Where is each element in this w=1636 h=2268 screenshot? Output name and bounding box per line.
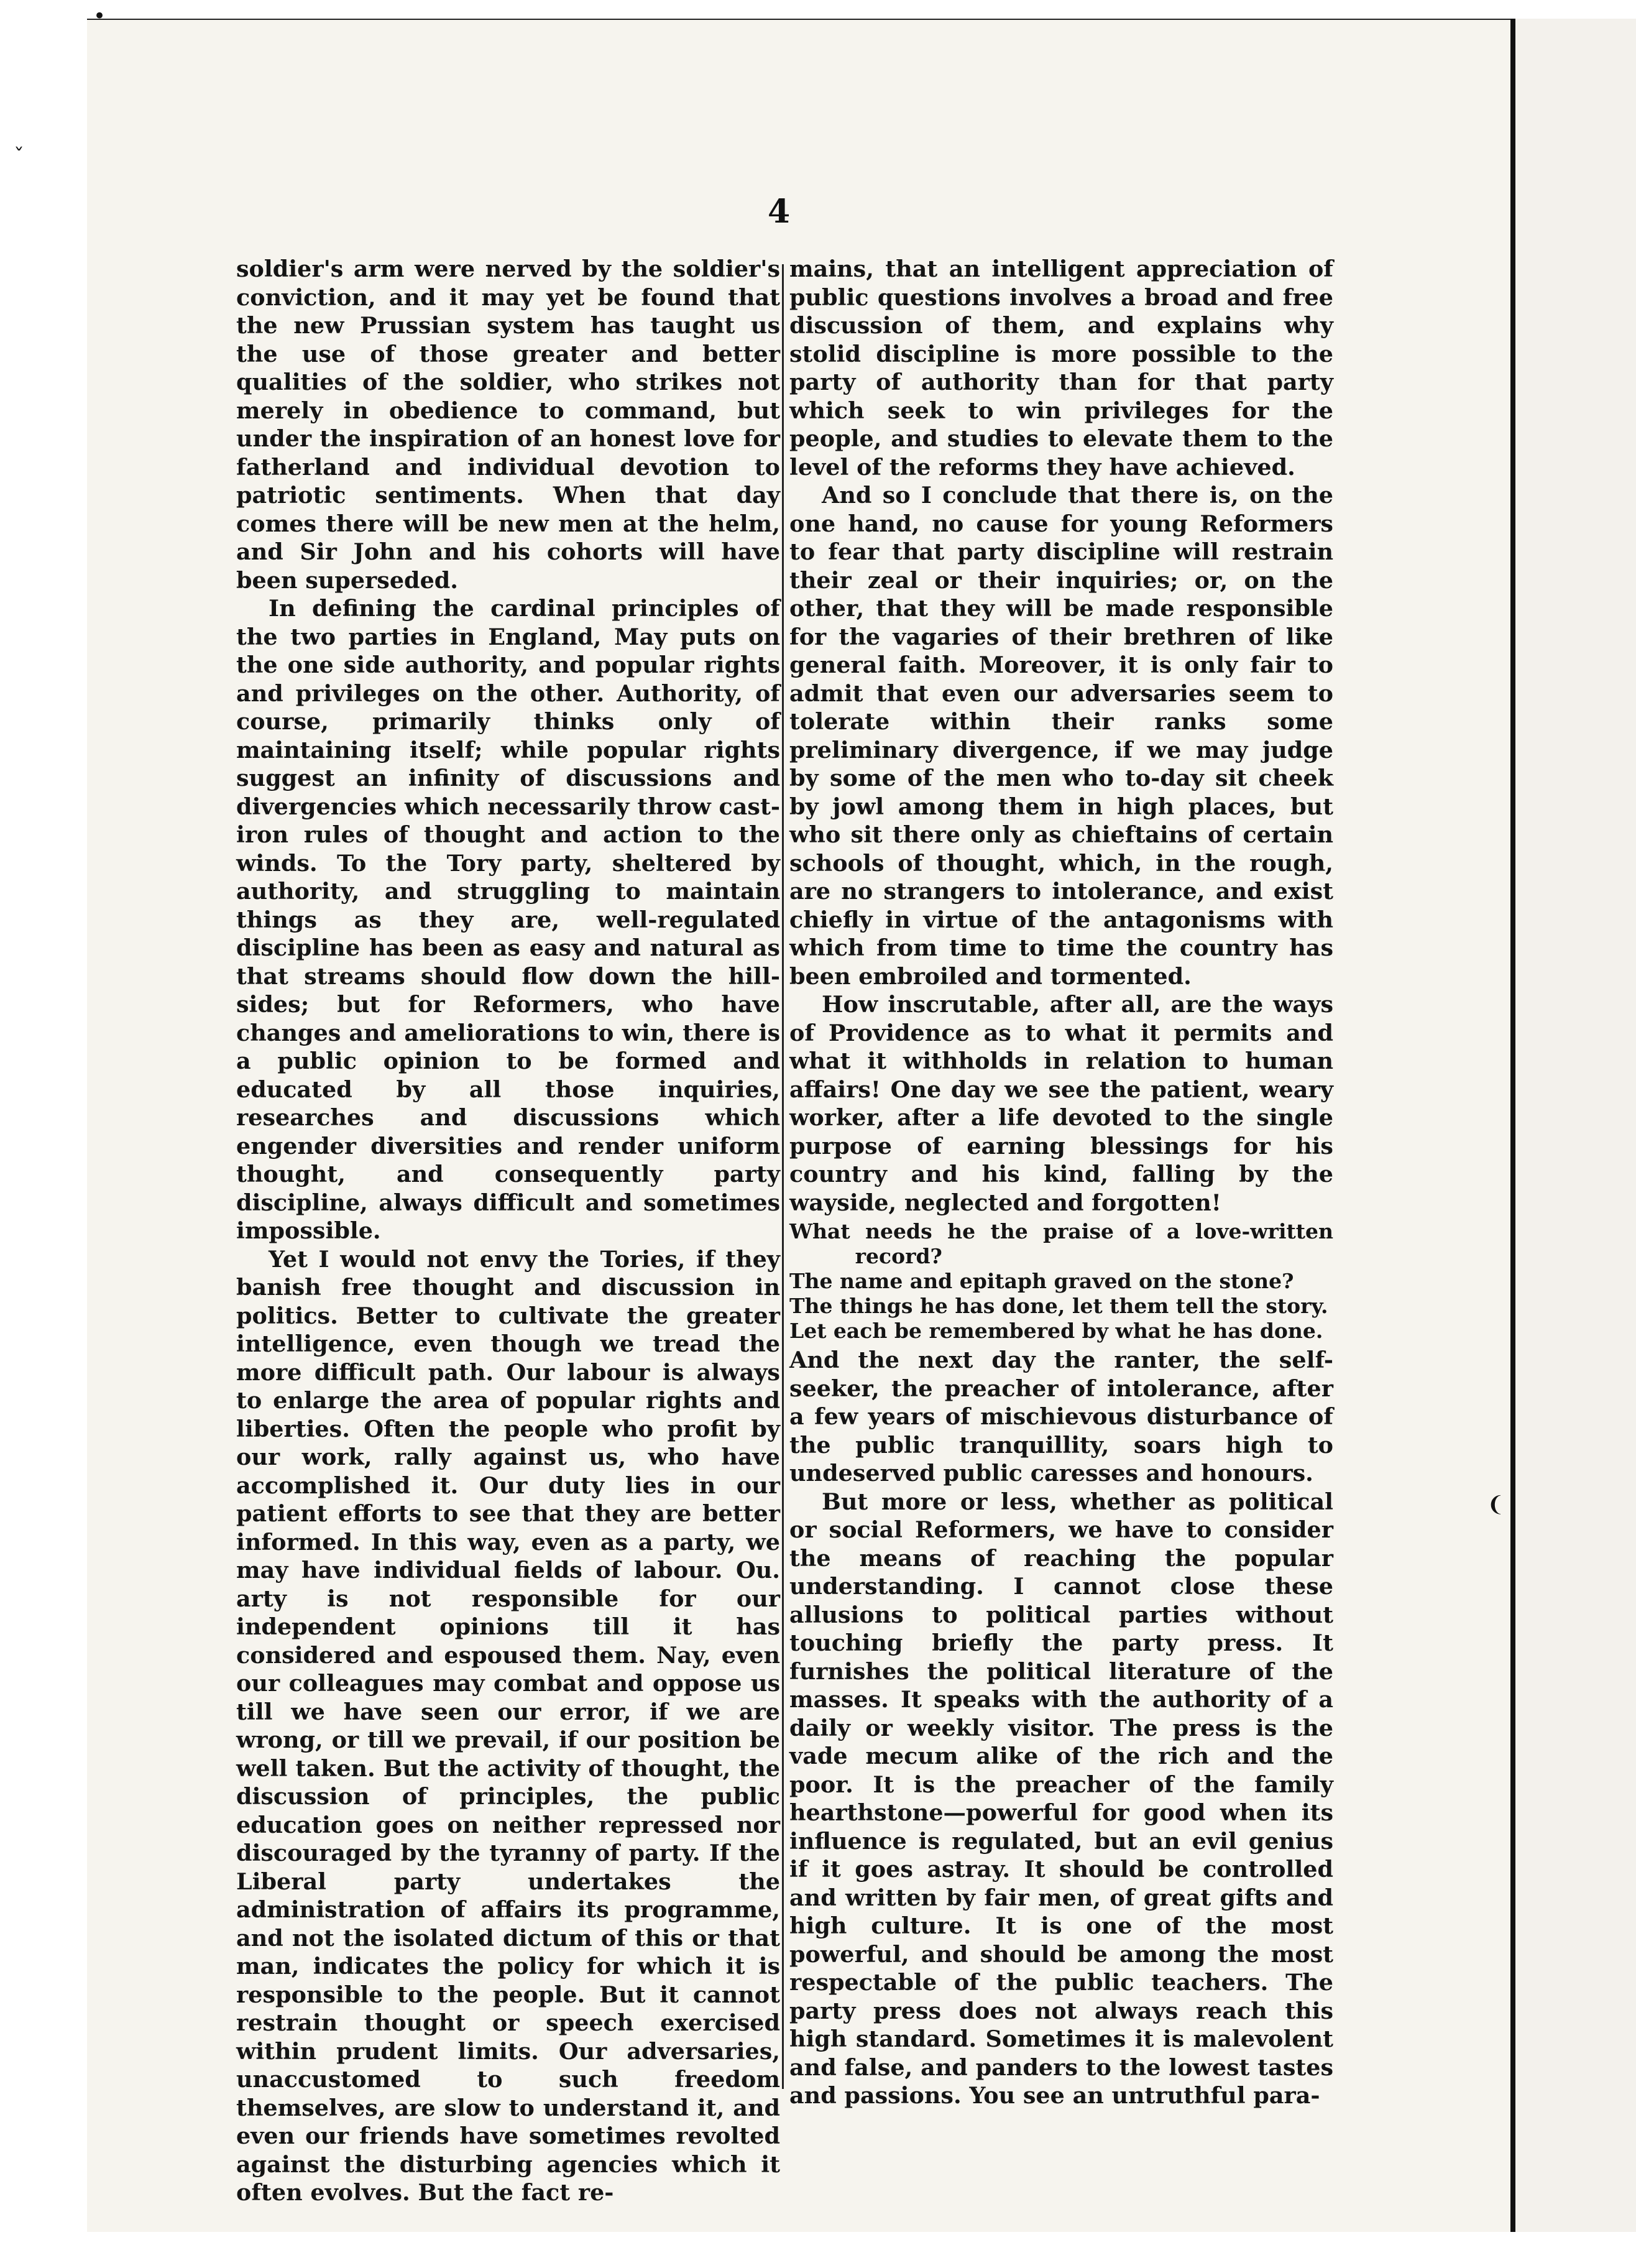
paragraph: In defining the cardinal principles of the two parties in England, May puts on the one side authority, and popular rights and privileges on the other. Authority, of course, primarily thinks only of maintaining itself; while popular rights suggest an infinity of discussions and divergencies which necessarily throw cast-iron rules of thought and action to the winds. To the Tory party, sheltered by authority, and struggling to maintain things as they are, well-regulated discipline has been as easy and natural as that streams should flow down the hill-sides; but for Reformers, who have changes and ameliorations to win, there is a public opinion to be formed and educated by all those inquiries, researches and discussions which engender diversities and render uniform thought, and consequently party discipline, always difficult and sometimes impossible. bbox=[236, 595, 780, 1244]
poem-line: Let each be remembered by what he has done. bbox=[789, 1319, 1323, 1343]
left-column bbox=[236, 255, 780, 2207]
paragraph: Yet I would not envy the Tories, if they banish free thought and discussion in politics. Better to cultivate the greater intelligence, even though we tread the more difficult path. Our labour is always to enlarge the area of popular rights and liberties. Often the people who profit by our work, rally against us, who have accomplished it. Our duty lies in our patient efforts to see that they are better informed. In this way, even as a party, we may have individual fields of labour. Ou. arty is not responsible for our independent opinions till it has considered and espoused them. Nay, even our colleagues may combat and oppose us till we have seen our error, if we are wrong, or till we prevail, if our position be well taken. But the activity of thought, the discussion of principles, the public education goes on neither repressed nor discouraged by the tyranny of party. If the Liberal party undertakes the administration of affairs its programme, and not the isolated dictum of this or that man, indicates the policy for which it is responsible to the people. But it cannot restrain thought or speech exercised within prudent limits. Our adversaries, unaccustomed to such freedom themselves, are slow to understand it, and even our friends have sometimes revolted against the disturbing agencies which it often evolves. But the fact re- bbox=[236, 1245, 780, 2206]
poem-line: The name and epitaph graved on the stone? bbox=[789, 1269, 1294, 1293]
paragraph: But more or less, whether as political or social Reformers, we have to consider the means of reaching the popular understanding. I cannot close these allusions to political parties without touching briefly the party press. It furnishes the political literature of the masses. It speaks with the authority of a daily or weekly visitor. The press is the vade mecum alike of the rich and the poor. It is the preacher of the family hearthstone—powerful for good when its influence is regulated, but an evil genius if it goes astray. It should be controlled and written by fair men, of great gifts and high culture. It is one of the most powerful, and should be among the most respectable of the public teachers. The party press does not always reach this high standard. Sometimes it is malevolent and false, and panders to the lowest tastes and passions. You see an untruthful para- bbox=[789, 1488, 1333, 2109]
paragraph: And the next day the ranter, the self-seeker, the preacher of intolerance, after a few years of mischievous disturbance of the public tranquillity, soars high to undeserved public caresses and honours. bbox=[789, 1347, 1333, 1487]
scan-bottom-margin bbox=[87, 2232, 1636, 2268]
right-column bbox=[789, 255, 1333, 2110]
adjacent-page-strip bbox=[1515, 19, 1636, 2232]
scan-speck-mark: • bbox=[93, 4, 106, 29]
scan-left-margin bbox=[0, 0, 87, 2268]
binding-mark: ❨ bbox=[1487, 1492, 1505, 1517]
page-number: 4 bbox=[768, 193, 791, 231]
paragraph: And so I conclude that there is, on the one hand, no cause for young Reformers to fear that party discipline will restrain their zeal or their inquiries; or, on the other, that they will be made responsible for the vagaries of their brethren of like general faith. Moreover, it is only fair to admit that even our adversaries seem to tolerate within their ranks some preliminary divergence, if we may judge by some of the men who to-day sit cheek by jowl among them in high places, but who sit there only as chieftains of certain schools of thought, which, in the rough, are no strangers to intolerance, and exist chiefly in virtue of the antagonisms with which from time to time the country has been embroiled and tormented. bbox=[789, 482, 1333, 990]
paragraph: How inscrutable, after all, are the ways of Providence as to what it permits and what it withholds in relation to human affairs! One day we see the patient, weary worker, after a life devoted to the single purpose of earning blessings for his country and his kind, falling by the wayside, neglected and forgotten! bbox=[789, 991, 1333, 1216]
poem-line: What needs he the praise of a love-written record? bbox=[789, 1219, 1333, 1268]
page-edge-shadow bbox=[1510, 19, 1515, 2232]
column-divider bbox=[782, 264, 784, 2089]
poem-stanza bbox=[789, 1219, 1333, 1344]
paragraph: mains, that an intelligent appreciation of public questions involves a broad and free discussion of them, and explains why stolid discipline is more possible to the party of authority than for that party which seek to win privileges for the people, and studies to elevate them to the level of the reforms they have achieved. bbox=[789, 256, 1333, 481]
scan-speck-mark: ˇ bbox=[14, 144, 24, 169]
paragraph: soldier's arm were nerved by the soldier's conviction, and it may yet be found that the new Prussian system has taught us the use of those greater and better qualities of the soldier, who strikes not merely in obedience to command, but under the inspiration of an honest love for fatherland and individual devotion to patriotic sentiments. When that day comes there will be new men at the helm, and Sir John and his cohorts will have been superseded. bbox=[236, 256, 780, 594]
poem-line: The things he has done, let them tell the story. bbox=[789, 1294, 1328, 1318]
